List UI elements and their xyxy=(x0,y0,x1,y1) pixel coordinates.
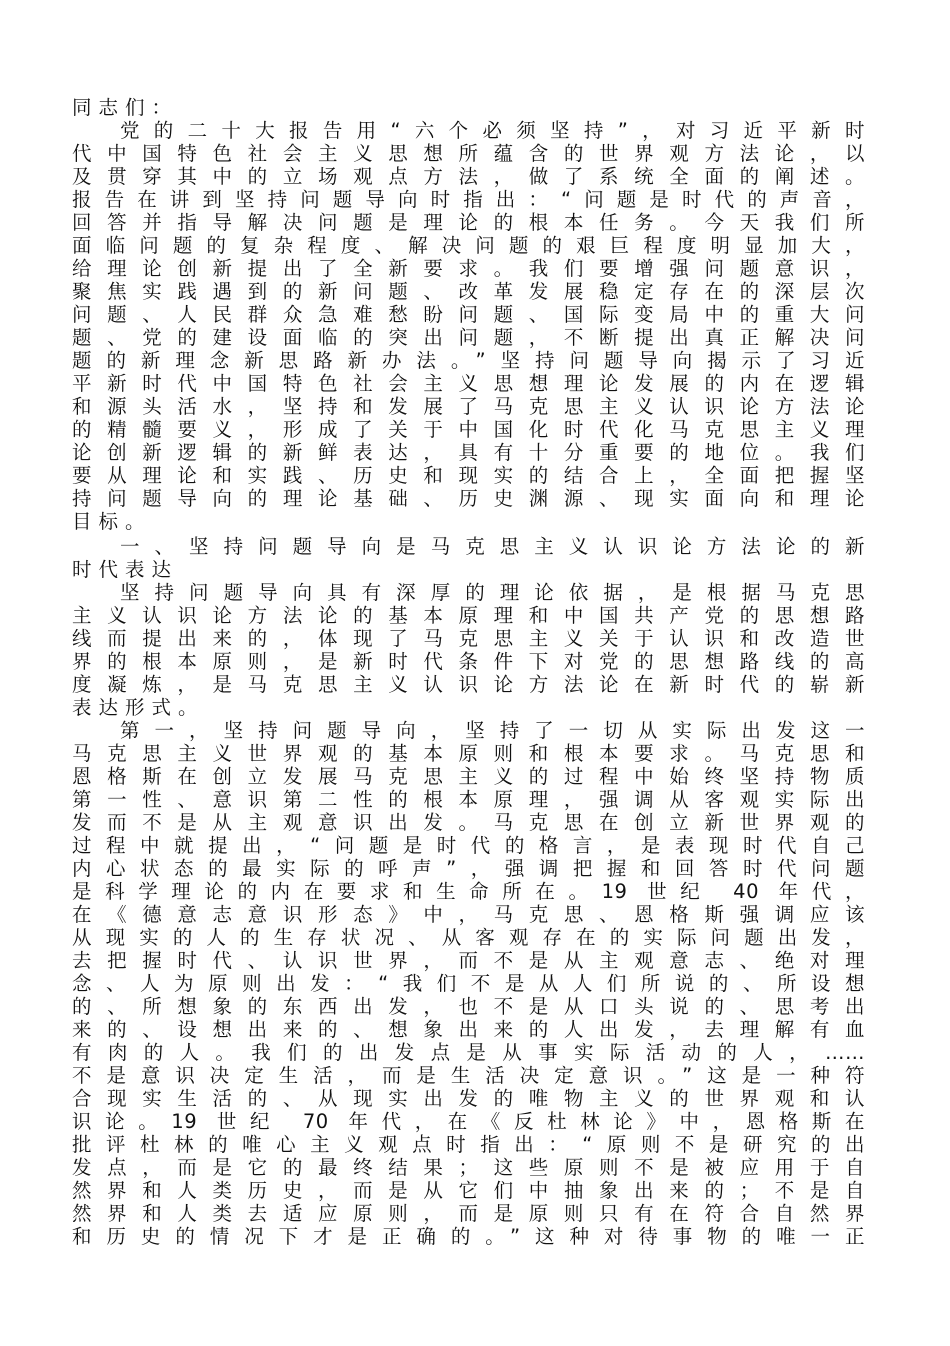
text-line: 第一，坚持问题导向，坚持了一切从实际出发这一 xyxy=(120,719,865,742)
text-line: 界的根本原则，是新时代条件下对党的思想路线的高 xyxy=(72,650,865,673)
section-heading: 一、坚持问题导向是马克思主义认识论方法论的新 xyxy=(120,535,865,558)
salutation: 同志们： xyxy=(72,96,179,119)
text-line: 表达形式。 xyxy=(72,696,205,719)
text-line: 马克思主义世界观的基本原则和根本要求。马克思和 xyxy=(72,742,865,765)
text-line: 面临问题的复杂程度、解决问题的艰巨程度明显加大， xyxy=(72,234,865,257)
text-line: 批评杜林的唯心主义观点时指出：“原则不是研究的出 xyxy=(72,1133,865,1156)
text-line: 然界和人类历史，而是从它们中抽象出来的；不是自 xyxy=(72,1179,865,1202)
text-line: 及贯穿其中的立场观点方法，做了系统全面的阐述。 xyxy=(72,165,865,188)
text-line: 来的、设想出来的、想象出来的人出发，去理解有血 xyxy=(72,1018,865,1041)
text-line: 线而提出来的，体现了马克思主义关于认识和改造世 xyxy=(72,627,865,650)
text-line: 然界和人类去适应原则，而是原则只有在符合自然界 xyxy=(72,1202,865,1225)
text-line: 在《德意志意识形态》中，马克思、恩格斯强调应该 xyxy=(72,903,865,926)
text-line: 不是意识决定生活，而是生活决定意识。”这是一种符 xyxy=(72,1064,865,1087)
text-line: 去把握时代、认识世界，而不是从主观意志、绝对理 xyxy=(72,949,865,972)
text-line: 内心状态的最实际的呼声”，强调把握和回答时代问题 xyxy=(72,857,865,880)
text-line: 要从理论和实践、历史和现实的结合上，全面把握坚 xyxy=(72,464,865,487)
text-line: 和源头活水，坚持和发展了马克思主义认识论方法论 xyxy=(72,395,865,418)
text-line: 和历史的情况下才是正确的。”这种对待事物的唯一正 xyxy=(72,1225,865,1248)
text-line: 的、所想象的东西出发，也不是从口头说的、思考出 xyxy=(72,995,865,1018)
text-line: 第一性、意识第二性的根本原理，强调从客观实际出 xyxy=(72,788,865,811)
text-line: 题、党的建设面临的突出问题，不断提出真正解决问 xyxy=(72,326,865,349)
text-line: 发点，而是它的最终结果；这些原则不是被应用于自 xyxy=(72,1156,865,1179)
text-line: 给理论创新提出了全新要求。我们要增强问题意识， xyxy=(72,257,865,280)
text-line: 目标。 xyxy=(72,510,152,533)
text-line: 的精髓要义，形成了关于中国化时代化马克思主义理 xyxy=(72,418,865,441)
text-line: 持问题导向的理论基础、历史渊源、现实面向和理论 xyxy=(72,487,865,510)
text-line: 识论。19 世纪 70 年代，在《反杜林论》中，恩格斯在 xyxy=(72,1110,865,1133)
text-line: 题的新理念新思路新办法。”坚持问题导向揭示了习近 xyxy=(72,349,865,372)
text-line: 合现实生活的、从现实出发的唯物主义的世界观和认 xyxy=(72,1087,865,1110)
text-line: 发而不是从主观意识出发。马克思在创立新世界观的 xyxy=(72,811,865,834)
text-line: 过程中就提出，“问题是时代的格言，是表现时代自己 xyxy=(72,834,865,857)
text-line: 报告在讲到坚持问题导向时指出：“问题是时代的声音， xyxy=(72,188,865,211)
text-line: 是科学理论的内在要求和生命所在。19 世纪 40 年代， xyxy=(72,880,865,903)
text-line: 恩格斯在创立发展马克思主义的过程中始终坚持物质 xyxy=(72,765,865,788)
text-line: 度凝炼，是马克思主义认识论方法论在新时代的崭新 xyxy=(72,673,865,696)
text-line: 代中国特色社会主义思想所蕴含的世界观方法论，以 xyxy=(72,142,865,165)
text-line: 党的二十大报告用“六个必须坚持”，对习近平新时 xyxy=(120,119,865,142)
text-line: 聚焦实践遇到的新问题、改革发展稳定存在的深层次 xyxy=(72,280,865,303)
text-line: 论创新逻辑的新鲜表达，具有十分重要的地位。我们 xyxy=(72,441,865,464)
text-line: 主义认识论方法论的基本原理和中国共产党的思想路 xyxy=(72,604,865,627)
text-line: 回答并指导解决问题是理论的根本任务。今天我们所 xyxy=(72,211,865,234)
text-line: 从现实的人的生存状况、从客观存在的实际问题出发， xyxy=(72,926,865,949)
text-line: 坚持问题导向具有深厚的理论依据，是根据马克思 xyxy=(120,581,865,604)
text-line: 问题、人民群众急难愁盼问题、国际变局中的重大问 xyxy=(72,303,865,326)
text-line: 念、人为原则出发：“我们不是从人们所说的、所设想 xyxy=(72,972,865,995)
text-line: 平新时代中国特色社会主义思想理论发展的内在逻辑 xyxy=(72,372,865,395)
section-heading: 时代表达 xyxy=(72,558,179,581)
text-line: 有肉的人。我们的出发点是从事实际活动的人，…… xyxy=(72,1041,865,1064)
